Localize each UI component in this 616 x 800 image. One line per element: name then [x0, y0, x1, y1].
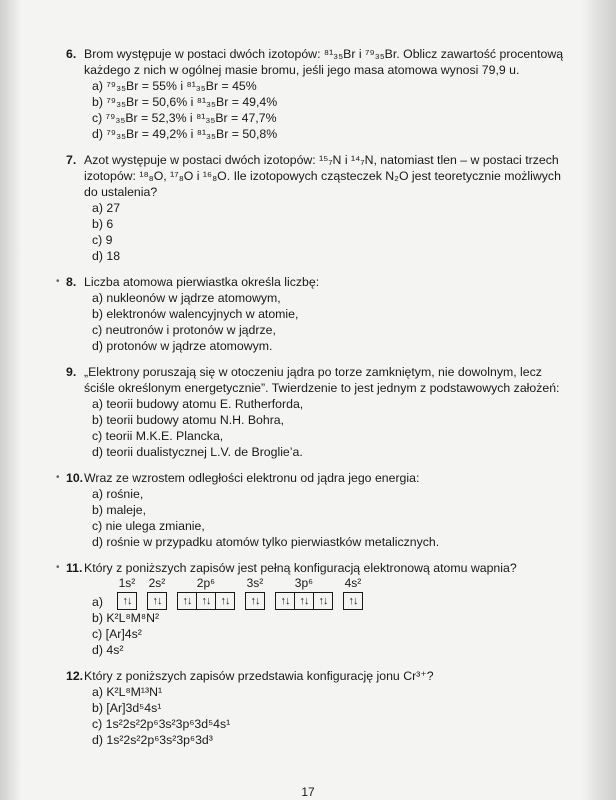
orbital-box: ↑↓ — [280, 595, 290, 607]
orbital-label: 3p⁶ — [294, 576, 314, 590]
option-d: d) ⁷⁹₃₅Br = 49,2% i ⁸¹₃₅Br = 50,8% — [92, 127, 278, 141]
options-list — [66, 486, 566, 550]
option-a: a) rośnie, — [92, 487, 144, 501]
question-6 — [66, 46, 566, 142]
question-text: Brom występuje w postaci dwóch izotopów: ⁸¹₃₅Br i ⁷⁹₃₅Br. Oblicz zawartość procentową każdego z nich w ogólnej masie bromu, jeśli jego masa atomowa wynosi 79,9 u. — [84, 47, 564, 77]
options-list — [66, 396, 566, 460]
option-c: c) ⁷⁹₃₅Br = 52,3% i ⁸¹₃₅Br = 47,7% — [92, 111, 277, 125]
question-number: 7. — [66, 153, 77, 167]
option-b: b) [Ar]3d⁵4s¹ — [92, 701, 162, 715]
orbital-box: ↑↓ — [294, 593, 313, 609]
question-10 — [56, 470, 566, 550]
option-a: a) 27 — [92, 201, 121, 215]
orbital-2p — [177, 576, 235, 610]
option-a: a) nukleonów w jądrze atomowym, — [92, 291, 281, 305]
question-text: Który z poniższych zapisów przedstawia konfigurację jonu Cr³⁺? — [84, 669, 434, 683]
option-d: d) protonów w jądrze atomowym. — [92, 339, 273, 353]
orbital-boxes — [117, 592, 137, 610]
question-number: 11. — [66, 561, 83, 575]
orbital-boxes — [343, 592, 363, 610]
orbital-label: 3s² — [246, 576, 264, 590]
option-a-letter: a) — [92, 595, 103, 609]
orbital-box: ↑↓ — [196, 593, 215, 609]
option-b: b) maleje, — [92, 503, 146, 517]
question-12 — [66, 668, 566, 748]
orbital-box: ↑↓ — [152, 595, 162, 607]
question-text: Który z poniższych zapisów jest pełną konfiguracją elektronową atomu wapnia? — [84, 561, 517, 575]
option-b: b) 6 — [92, 217, 114, 231]
option-d: d) 18 — [92, 249, 121, 263]
option-d: d) 4s² — [92, 643, 124, 657]
orbital-label: 1s² — [118, 576, 136, 590]
orbital-2s — [147, 576, 167, 610]
orbital-box: ↑↓ — [313, 593, 332, 609]
margin-mark-icon: • — [56, 472, 60, 483]
orbital-box: ↑↓ — [122, 595, 132, 607]
option-c: c) 9 — [92, 233, 113, 247]
orbital-box: ↑↓ — [215, 593, 234, 609]
orbital-box: ↑↓ — [182, 595, 192, 607]
option-a: a) teorii budowy atomu E. Rutherforda, — [92, 397, 304, 411]
orbital-1s — [117, 576, 137, 610]
options-list — [66, 684, 566, 748]
page-gutter-shadow — [0, 0, 22, 800]
option-b: b) ⁷⁹₃₅Br = 50,6% i ⁸¹₃₅Br = 49,4% — [92, 95, 278, 109]
options-list — [66, 290, 566, 354]
orbital-diagram — [66, 576, 566, 610]
question-8 — [56, 274, 566, 354]
option-d: d) teorii dualistycznej L.V. de Broglie’a. — [92, 445, 303, 459]
question-11 — [56, 560, 566, 658]
orbital-label: 2p⁶ — [196, 576, 216, 590]
option-d: d) 1s²2s²2p⁶3s²3p⁶3d³ — [92, 733, 213, 747]
question-9 — [66, 364, 566, 460]
orbital-box: ↑↓ — [250, 595, 260, 607]
margin-mark-icon: • — [56, 562, 60, 573]
options-list — [66, 610, 566, 658]
orbital-3s — [245, 576, 265, 610]
page-number: 17 — [301, 785, 315, 799]
option-b: b) teorii budowy atomu N.H. Bohra, — [92, 413, 285, 427]
orbital-label: 2s² — [148, 576, 166, 590]
question-text: Azot występuje w postaci dwóch izotopów: ¹⁵₇N i ¹⁴₇N, natomiast tlen – w postaci trzech izotopów: ¹⁸₈O, ¹⁷₈O i ¹⁶₈O. Ile izotopowych cząsteczek N₂O jest teoretycznie możliwych do ustalenia? — [84, 153, 561, 199]
option-c: c) teorii M.K.E. Plancka, — [92, 429, 224, 443]
orbital-boxes — [275, 592, 333, 610]
option-c: c) neutronów i protonów w jądrze, — [92, 323, 276, 337]
options-list — [66, 78, 566, 142]
orbital-boxes — [147, 592, 167, 610]
option-b: b) elektronów walencyjnych w atomie, — [92, 307, 299, 321]
orbital-box: ↑↓ — [348, 595, 358, 607]
question-text: Liczba atomowa pierwiastka określa liczbę: — [84, 275, 320, 289]
question-text: Wraz ze wzrostem odległości elektronu od jądra jego energia: — [84, 471, 420, 485]
questions-content — [56, 46, 566, 758]
orbital-3p — [275, 576, 333, 610]
orbital-4s — [343, 576, 363, 610]
orbital-boxes — [177, 592, 235, 610]
options-list — [66, 200, 566, 264]
option-c: c) 1s²2s²2p⁶3s²3p⁶3d⁵4s¹ — [92, 717, 231, 731]
option-c: c) nie ulega zmianie, — [92, 519, 205, 533]
page-edge-shadow — [582, 0, 616, 800]
question-text: „Elektrony poruszają się w otoczeniu jądra po torze zamkniętym, nie dowolnym, lecz ściśle określonym energetycznie”. Twierdzenie to jest jednym z podstawowych założeń: — [84, 365, 560, 395]
orbital-label: 4s² — [344, 576, 362, 590]
option-d: d) rośnie w przypadku atomów tylko pierwiastków metalicznych. — [92, 535, 440, 549]
margin-mark-icon: • — [56, 276, 60, 287]
question-7 — [66, 152, 566, 264]
option-a: a) ⁷⁹₃₅Br = 55% i ⁸¹₃₅Br = 45% — [92, 79, 257, 93]
option-b: b) K²L⁸M⁸N² — [92, 611, 160, 625]
question-number: 6. — [66, 47, 77, 61]
question-number: 10. — [66, 471, 84, 485]
question-number: 12. — [66, 669, 84, 683]
option-c: c) [Ar]4s² — [92, 627, 142, 641]
option-a: a) K²L⁸M¹³N¹ — [92, 685, 163, 699]
orbital-boxes — [245, 592, 265, 610]
question-number: 8. — [66, 275, 77, 289]
question-number: 9. — [66, 365, 77, 379]
